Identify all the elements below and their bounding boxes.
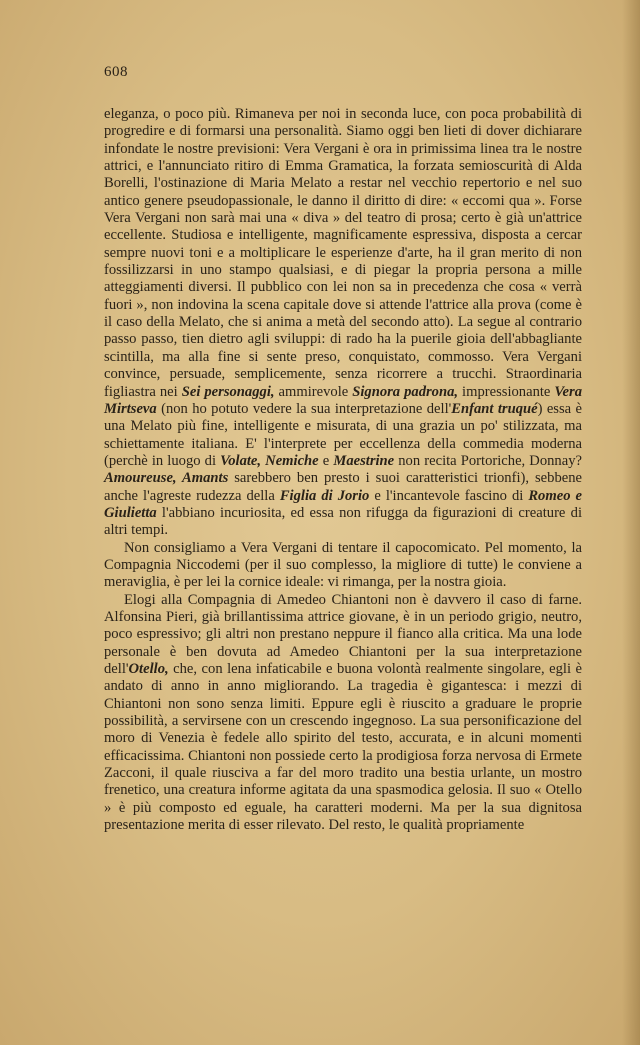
text-run: non recita Portoriche, Donnay? [394,452,582,469]
body-text [104,106,582,834]
paragraph [104,540,582,592]
text-run: impressionante [458,383,555,400]
paragraph [104,106,582,540]
text-run: (non ho potuto vedere la sua interpretazione dell' [156,400,452,417]
italic-title: Sei personaggi, [181,383,275,400]
italic-title: Otello, [128,661,169,677]
italic-title: Enfant truqué [451,400,538,417]
paragraph [104,592,582,835]
text-run: Non consigliamo a Vera Vergani di tentare il capocomicato. Pel momento, la Compagnia Niccodemi (per il suo complesso, la migliore di tutte) le conviene a meraviglia, è per lei la cornice ideale: vi rimanga, per la nostra gioia. [104,539,582,591]
text-run: sarebbero ben presto i suoi caratteristici trionfi), sebbene anche l'agreste rudezza della [104,470,582,504]
text-run: Elogi alla Compagnia di Amedeo Chiantoni non è davvero il caso di farne. Alfonsina Pieri, già brillantissima attrice giovane, è in un periodo grigio, neutro, poco espressivo; gli altri non prestano neppure il fianco alla critica. Ma una lode personale è ben dovuta ad Amedeo Chiantoni per la sua interpretazione dell' [104,591,582,677]
italic-title: Signora padrona, [352,383,459,400]
text-run: eleganza, o poco più. Rimaneva per noi in seconda luce, con poca probabilità di progredire e di formarsi una personalità. Siamo oggi ben lieti di dover dichiarare infondate le nostre previsioni: Vera Vergani è ora in primissima linea tra le nostre attrici, e l'annunciato ritiro di Emma Gramatica, la forzata semioscurità di Alda Borelli, l'ostinazione di Maria Melato a restar nel vecchio repertorio e nel suo antico genere pseudopassionale, le danno il diritto di dire: « eccomi qua ». Forse Vera Vergani non sarà mai una « diva » del teatro di prosa; certo è già un'attrice eccellente. Studiosa e intelligente, magnificamente espressiva, disposta a cercar sempre nuovi toni e a moltiplicare le esperienze d'arte, ha il gran merito di non fossilizzarsi in uno stampo qualsiasi, e di piegar la propria persona a mille atteggiamenti diversi. Il pubblico con lei non sa in precedenza che cosa « verrà fuori », non indovina la scena capitale dove si attende l'attrice alla prova (come è il caso della Melato, che si anima a metà del secondo atto). La segue al contrario passo passo, tien dietro agli sviluppi: di rado ha la puerile gioia dell'abbagliante scintilla, ma alla fine si sente preso, conquistato, commosso. Vera Vergani convince, persuade, semplicemente, senza ricorrere a trucchi. Straordinaria figliastra nei [104,106,582,400]
italic-title: Figlia di Jorio [279,487,370,504]
text-run: l'abbiano incuriosita, ed essa non rifugga da figurazioni di creature di altri tempi. [104,504,582,539]
page-number: 608 [104,64,128,80]
italic-title: Maestrine [333,452,395,469]
text-run: e l'incantevole fascino di [369,487,529,504]
italic-title: Amoureuse, Amants [104,470,229,487]
text-run: ammirevole [274,383,353,400]
italic-title: Vera Mirtseva [104,383,582,417]
italic-title: Romeo e Giulietta [104,487,582,521]
text-run: e [318,452,334,469]
text-run: che, con lena infaticabile e buona volontà realmente singolare, egli è andato di anno in anno migliorando. La tragedia è gigantesca: i mezzi di Chiantoni non sono senza limiti. Eppure egli è riuscito a graduare le proprie possibilità, a servirsene con un crescendo ingegnoso. La sua personificazione del moro di Venezia è fedele allo spirito del testo, accurata, e in alcuni momenti efficacissima. Chiantoni non possiede certo la prodigiosa forza nervosa di Ermete Zacconi, il quale riusciva a far del moro tradito una bestia urlante, un mostro frenetico, una creatura informe agitata da una spasmodica gelosia. Il suo « Otello » è più composto ed eguale, ha caratteri moderni. Ma per la sua dignitosa presentazione merita di esser rilevato. Del resto, le qualità propriamente [104,661,582,834]
page-edge-shadow [622,0,640,1045]
italic-title: Volate, Nemiche [220,452,319,469]
text-run: ) essa è una Melato più fine, intelligente e misurata, di una grazia un po' stilizzata, ma schiettamente italiana. E' l'interprete per eccellenza della commedia moderna (perchè in luogo di [104,400,583,469]
